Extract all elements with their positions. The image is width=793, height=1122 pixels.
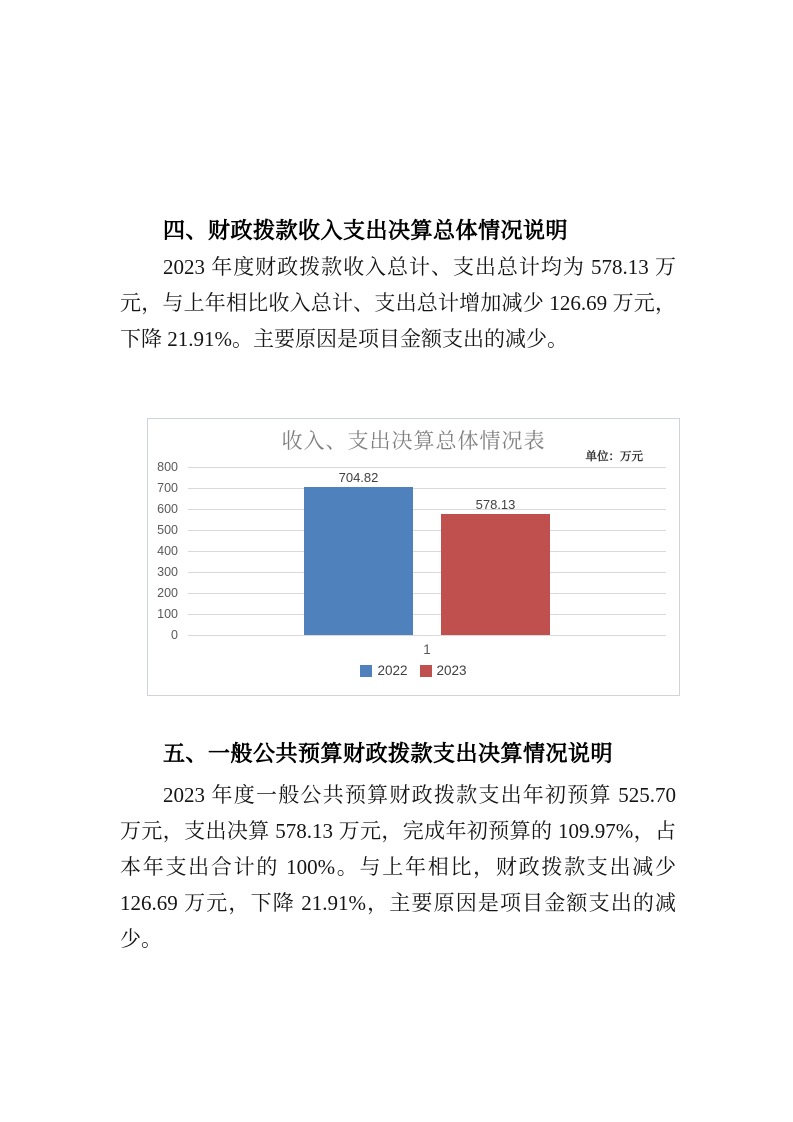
section-paragraph-5 bbox=[120, 777, 676, 957]
legend-swatch bbox=[420, 665, 432, 677]
section-heading-5: 五、一般公共预算财政拨款支出决算情况说明 bbox=[163, 741, 614, 766]
bar-chart bbox=[147, 418, 680, 696]
paragraph-line: 126.69 万元，下降 21.91%，主要原因是项目金额支出的减 bbox=[120, 891, 676, 915]
y-axis-tick-label: 800 bbox=[157, 460, 178, 474]
y-axis-tick-label: 600 bbox=[157, 502, 178, 516]
y-axis-tick-label: 400 bbox=[157, 544, 178, 558]
bar-value-label: 578.13 bbox=[475, 496, 516, 512]
y-gridline bbox=[188, 530, 666, 531]
bar-value-label: 704.82 bbox=[338, 469, 379, 485]
y-gridline bbox=[188, 488, 666, 489]
bar-2022 bbox=[304, 487, 413, 635]
y-axis-tick-label: 200 bbox=[157, 586, 178, 600]
y-axis-tick-label: 700 bbox=[157, 481, 178, 495]
paragraph-line: 元，与上年相比收入总计、支出总计增加减少 126.69 万元， bbox=[120, 291, 676, 315]
y-gridline bbox=[188, 635, 666, 636]
y-axis-tick-label: 0 bbox=[171, 628, 178, 642]
x-axis-tick-label: 1 bbox=[423, 642, 431, 657]
paragraph-line: 万元，支出决算 578.13 万元，完成年初预算的 109.97%，占 bbox=[120, 819, 676, 843]
chart-unit-label: 单位：万元 bbox=[585, 451, 643, 463]
legend-swatch bbox=[360, 665, 372, 677]
y-axis-tick-label: 100 bbox=[157, 607, 178, 621]
section-paragraph-4 bbox=[120, 249, 676, 357]
y-gridline bbox=[188, 614, 666, 615]
y-gridline bbox=[188, 593, 666, 594]
paragraph-line: 少。 bbox=[120, 927, 162, 951]
paragraph-line: 本年支出合计的 100%。与上年相比，财政拨款支出减少 bbox=[120, 855, 676, 879]
paragraph-line: 下降 21.91%。主要原因是项目金额支出的减少。 bbox=[120, 327, 568, 351]
legend-label: 2023 bbox=[436, 663, 467, 678]
paragraph-line: 2023 年度财政拨款收入总计、支出总计均为 578.13 万 bbox=[163, 255, 676, 279]
section-heading-4: 四、财政拨款收入支出决算总体情况说明 bbox=[163, 218, 569, 243]
paragraph-line: 2023 年度一般公共预算财政拨款支出年初预算 525.70 bbox=[163, 783, 676, 807]
legend-item-2022 bbox=[360, 663, 407, 678]
y-axis-tick-label: 300 bbox=[157, 565, 178, 579]
bar-2023 bbox=[441, 514, 550, 635]
y-gridline bbox=[188, 572, 666, 573]
legend-label: 2022 bbox=[377, 663, 408, 678]
legend-item-2023 bbox=[420, 663, 467, 678]
y-axis-tick-label: 500 bbox=[157, 523, 178, 537]
chart-legend bbox=[148, 663, 679, 678]
y-gridline bbox=[188, 509, 666, 510]
y-gridline bbox=[188, 467, 666, 468]
chart-title: 收入、支出决算总体情况表 bbox=[281, 430, 546, 453]
y-gridline bbox=[188, 551, 666, 552]
